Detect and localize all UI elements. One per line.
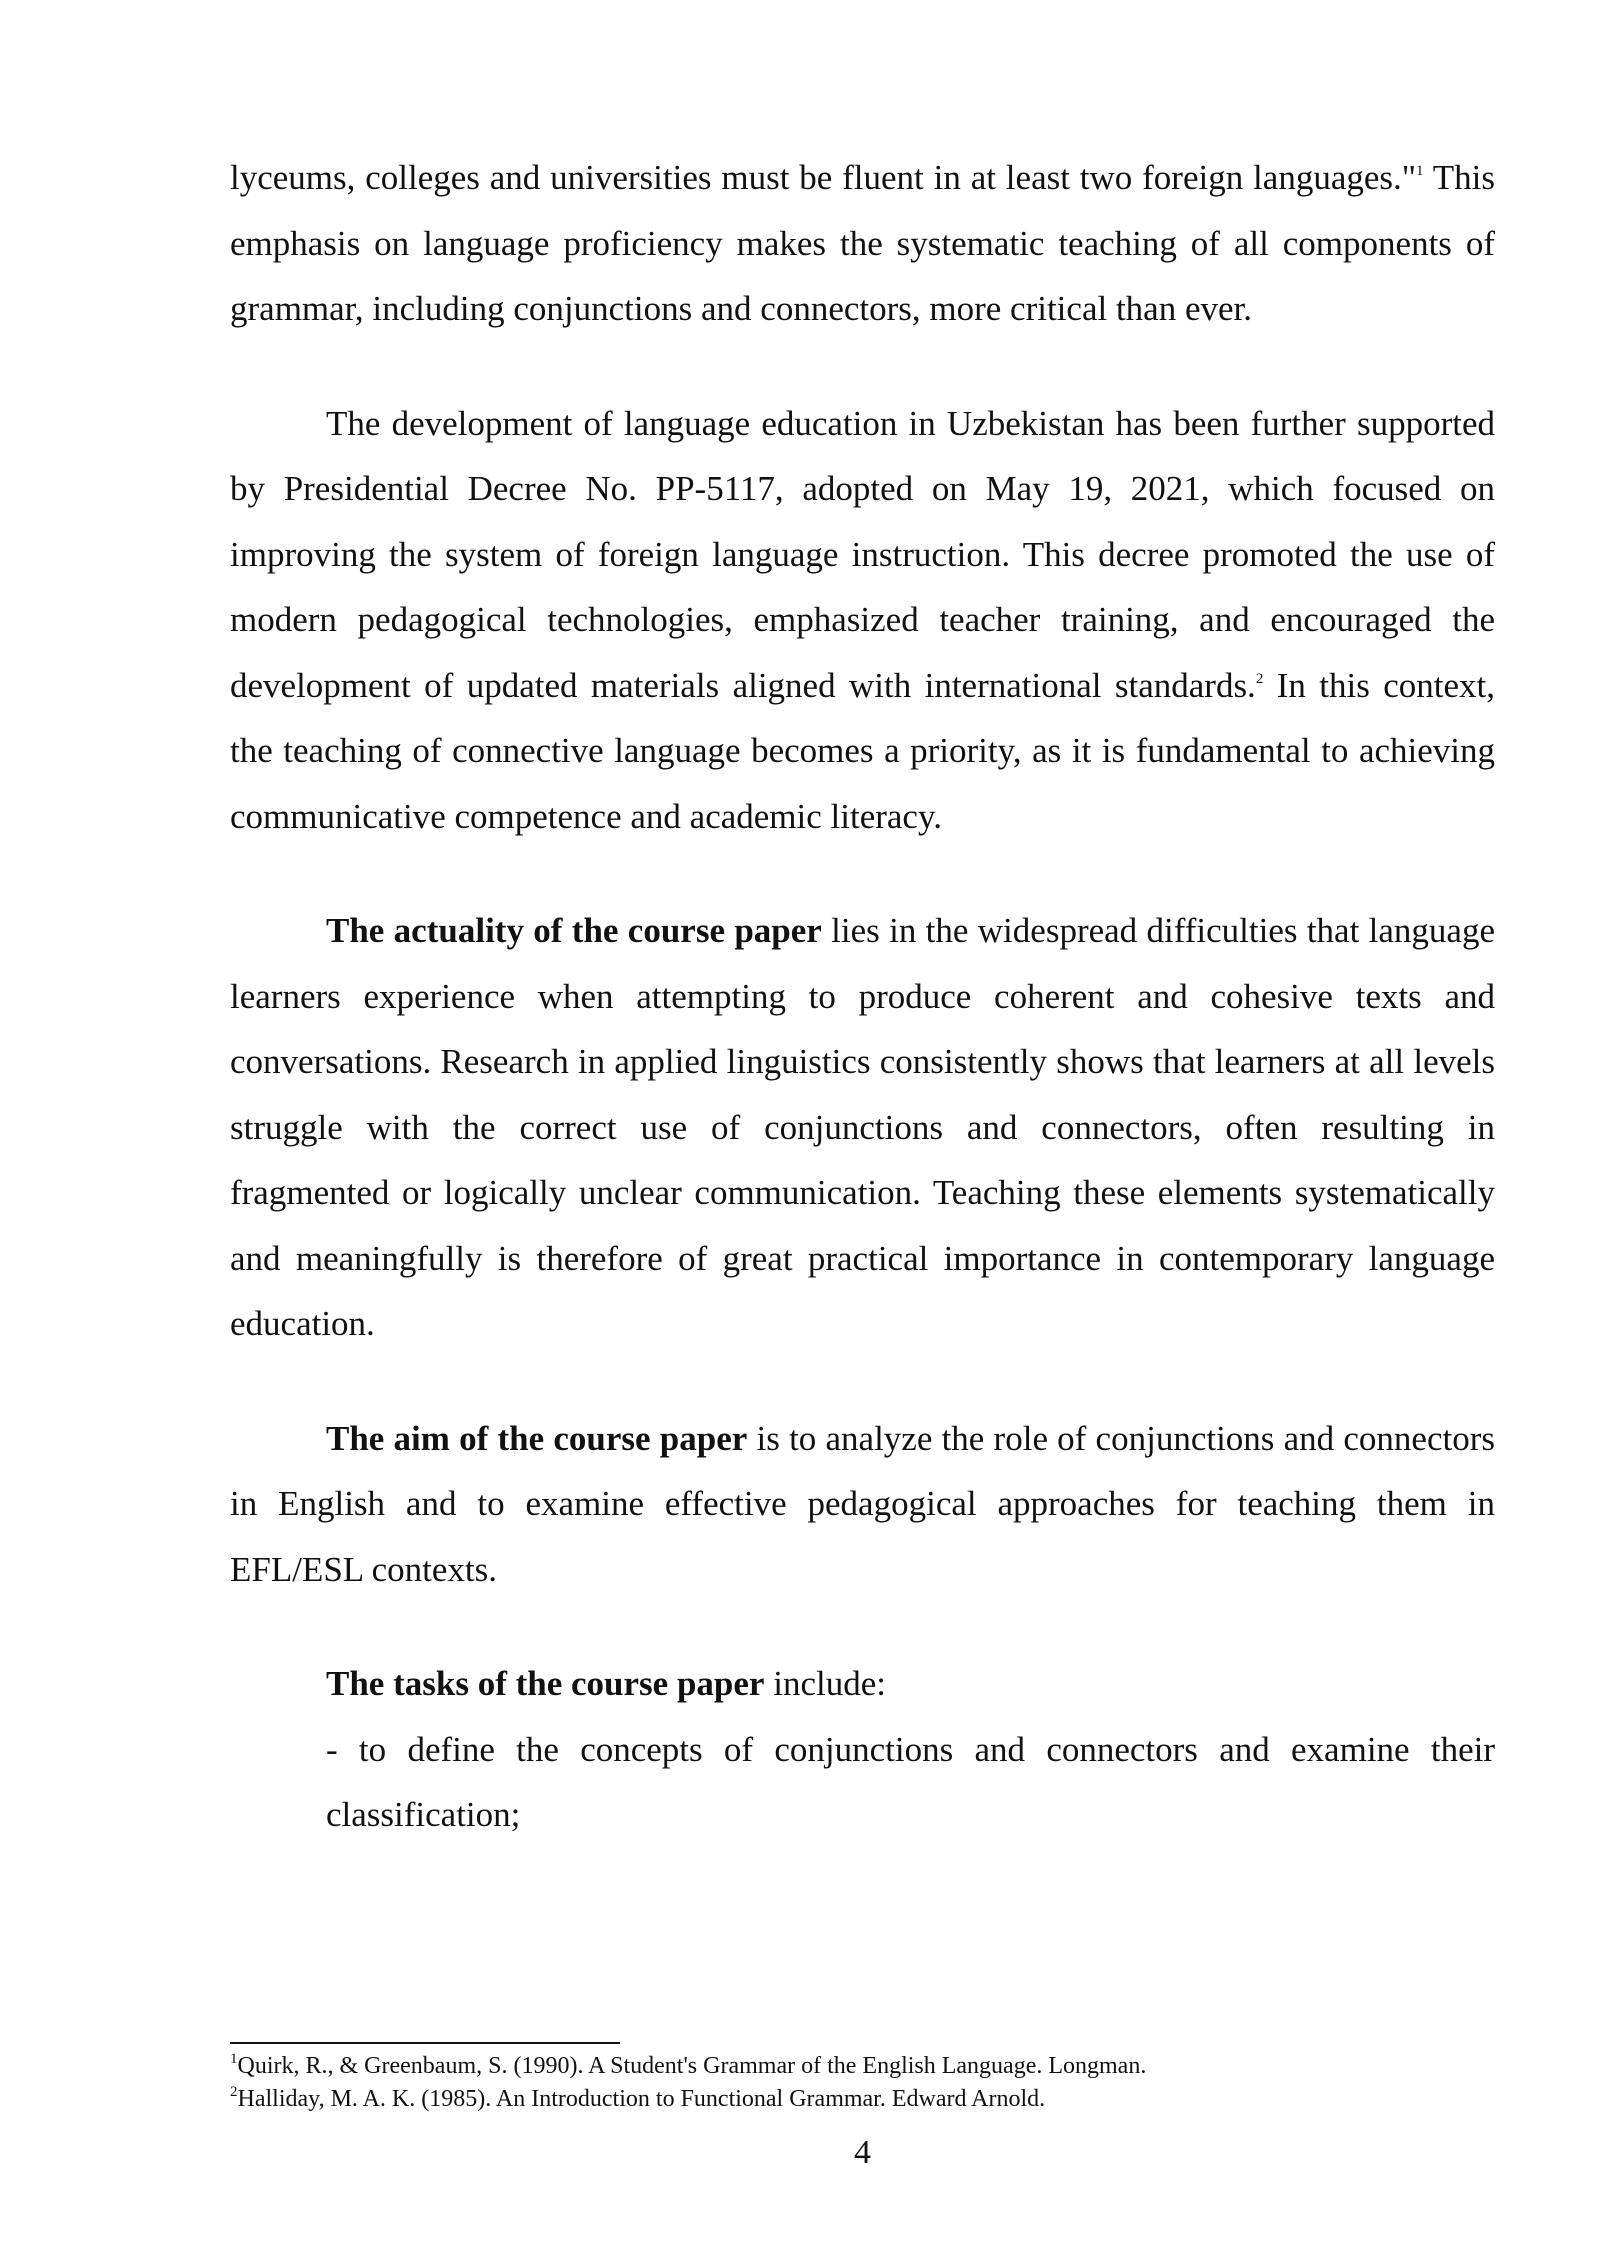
paragraph-aim	[230, 1406, 1495, 1603]
paragraph-actuality	[230, 898, 1495, 1357]
footnote-text: Halliday, M. A. K. (1985). An Introduction to Functional Grammar. Edward Arnold.	[237, 2086, 1046, 2112]
paragraph-heading: The actuality of the course paper	[326, 911, 822, 950]
paragraph-decree	[230, 391, 1495, 850]
footnote-reference[interactable]: 1	[1416, 163, 1424, 179]
footnote-2	[230, 2083, 1495, 2116]
paragraph-tasks-heading	[230, 1651, 1495, 1717]
paragraph-text: In this context, the teaching of connective language becomes a priority, as it is fundamental to achieving communicative competence and academic literacy.	[230, 665, 1495, 836]
paragraph-text: The development of language education in Uzbekistan has been further supported by Presidential Decree No. PP-5117, adopted on May 19, 2021, which focused on improving the system of foreign language instruction. This decree promoted the use of modern pedagogical technologies, emphasized teacher training, and encouraged the development of updated materials aligned with international standards.	[230, 403, 1495, 705]
page-number: 4	[854, 2134, 871, 2171]
paragraph-text: is to analyze the role of conjunctions and connectors in English and to examine effective pedagogical approaches for teaching them in EFL/ESL contexts.	[230, 1418, 1495, 1589]
paragraph-intro-continuation	[230, 145, 1495, 342]
footnote-number: 1	[230, 2051, 238, 2067]
paragraph-text: include:	[764, 1664, 886, 1703]
page-body	[230, 145, 1495, 1848]
footnote-reference[interactable]: 2	[1255, 670, 1264, 687]
footnote-1	[230, 2050, 1495, 2083]
footnotes	[230, 2050, 1495, 2116]
paragraph-text: This emphasis on language proficiency makes the systematic teaching of all components of grammar, including conjunctions and connectors, more critical than ever.	[230, 158, 1495, 328]
task-list-item: - to define the concepts of conjunctions and connectors and examine their classification;	[326, 1729, 1495, 1834]
footnote-number: 2	[230, 2084, 238, 2100]
paragraph-heading: The aim of the course paper	[326, 1418, 748, 1458]
paragraph-heading: The tasks of the course paper	[326, 1664, 765, 1703]
paragraph-text: lies in the widespread difficulties that language learners experience when attempting to produce coherent and cohesive texts and conversations. Research in applied linguistics consistently shows that learners at all levels struggle with the correct use of conjunctions and connectors, often resulting in fragmented or logically unclear communication. Teaching these elements systematically and meaningfully is therefore of great practical importance in contemporary language education.	[230, 911, 1495, 1343]
paragraph-text: lyceums, colleges and universities must be fluent in at least two foreign languages."	[230, 158, 1417, 197]
footnote-separator	[230, 2042, 620, 2044]
footnote-text: Quirk, R., & Greenbaum, S. (1990). A Student's Grammar of the English Language. Longman.	[237, 2053, 1147, 2079]
